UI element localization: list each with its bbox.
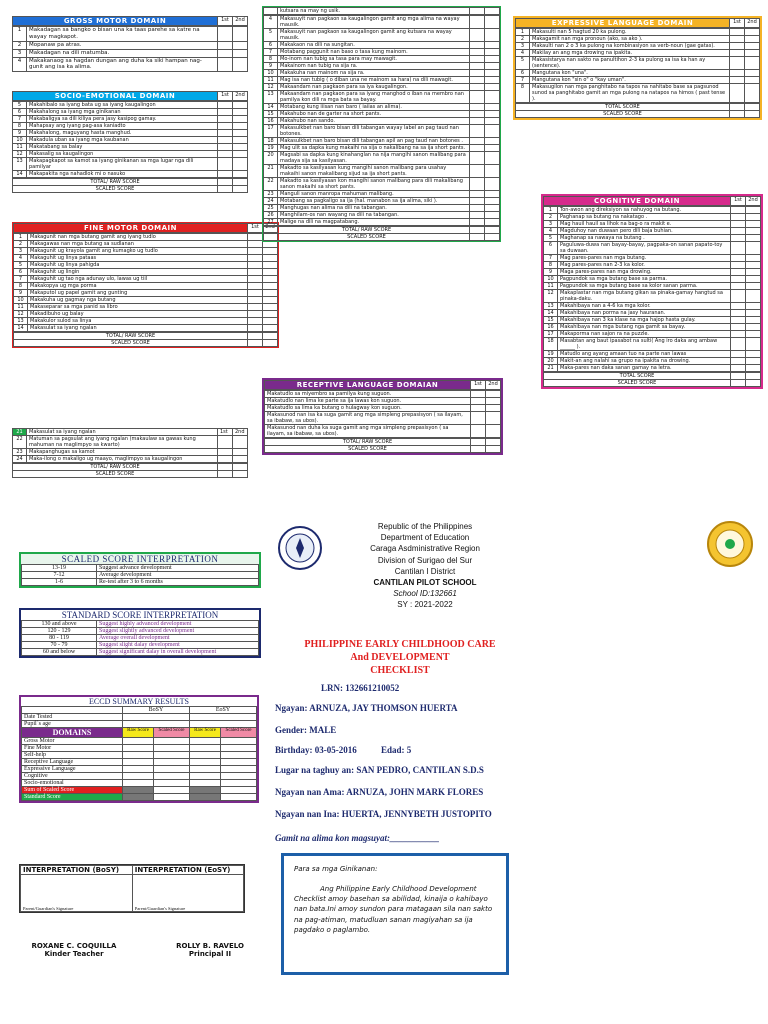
table-row: 7 Makabaligya sa dili kiliya pera jasy kasipog gamay. [13,116,248,123]
table-row: Makatudlo sa miyembro sa pamilya kung suguon. [265,391,501,398]
table-row: 7 Mangutana kon "sin o" o "kay uman". [516,77,760,84]
division-seal-icon [706,520,754,568]
selfhelp-b-total-label: TOTAL/ RAW SCORE [13,464,218,471]
table-row: Socio-emotional [22,780,257,787]
table-row: 7 Makaguhit ug tao nga adunay ulo, lawas ug tiil [14,276,278,283]
pupil-name: Ngayan: ARNUZA, JAY THOMSON HUERTA [275,703,458,713]
principal-role: Principal II [188,950,232,958]
table-row: 2 Makagamit nan mga pronoun (ako, sa ako ). [516,36,760,43]
school-id: School ID:132661 [393,589,457,599]
cognitive-total-label: TOTAL SCORE [544,373,731,380]
lrn: LRN: 132661210052 [321,683,400,693]
table-row: 3 Makagunit ug krayola gamit ang kumagko ug tudlo [14,248,278,255]
table-row: 4 Makasuyit nan pagkaon sa kaugalingon gamit ang mga alima na wayay mausik. [264,16,500,29]
expressive-scaled-label: SCALED SCORE [516,111,730,118]
fine-motor-scaled-label: SCALED SCORE [14,340,248,347]
table-row: 22 Matuman sa pagsulat ang iyang ngalan (makaulaw sa gawas kung mahuman na maglimpyo sa kwarto) [13,436,248,449]
fine-motor-title: FINE MOTOR DOMAIN [14,224,248,233]
header-line: Division of Surigao del Sur [377,555,473,565]
parents-letter [281,853,509,975]
table-row: 80 - 119 Average overall development [22,635,259,642]
socio-scaled-label: SCALED SCORE [13,186,218,193]
table-row: 70 - 79 Suggest slight dalay development [22,642,259,649]
table-row: 14 Makasulat sa iyang ngalan [14,325,278,332]
table-row: 13-19 Suggest advance development [22,565,259,572]
scaled-score-interpretation [19,552,261,588]
father-name: Ngayan nan Ama: ARNUZA, JOHN MARK FLORES [275,787,484,797]
table-row: 3 Makaulti nan 2 o 3 ka pulong na kombinasiyon sa verb-noun (gae gatas). [516,43,760,50]
table-row: Cognitive [22,773,257,780]
table-row: 12 Makaandam nan pagkaon para sa iya kaugalingon. [264,84,500,91]
gross-motor-title: GROSS MOTOR DOMAIN [13,17,218,26]
header-line: Caraga Asdministrative Region [370,544,480,554]
table-row: 17 Makaporma nan sajon ra na puzzle. [544,331,761,338]
table-row: 17 Makasulkbet nan baro bisan dili tabangan wayay label an pag taud nan botones. [264,125,500,138]
eccd-summary-results: ECCD SUMMARY RESULTS BoSY EoSY Date Tested Pupil`s age DOMAINS Raw Score Scaled Score Raw Score Scaled Score Gross Motor Fine Motor Self-help Receptive Language Expressive Language Cognitive Socio-emotional Sum of Scaled Score Standard Score [19,695,259,803]
table-row: Gross Motor [22,738,257,745]
table-row: 16 Makahibaya nan mga butang nga gamit sa bayay. [544,324,761,331]
table-row: 24 Motabang sa pagkaligo sa ija (hal. manabon sa ija alima, siki ). [264,198,500,205]
table-row: 19 Mag ulit sa dapka kung makaihi na sija o nakalibang na sa ija short pants. [264,145,500,152]
scaled-interp-title: SCALED SCORE INTERPRETATION [21,554,259,564]
table-row: 18 Makasulkbet nan baro bisan dili tabangan apil an pag taud nan botones . [264,138,500,145]
table-row: 25 Manghugas nan alima na dili na tabangan. [264,205,500,212]
self-help-section [262,6,501,242]
summary-title: ECCD SUMMARY RESULTS [89,697,189,706]
table-row: 1 Ton-awon ang direksiyon sa nahuyog na butang. [544,207,761,214]
table-row: 21 Makadto sa kasilyasan kung mangihi sanon malibang para usahay makaihi sanon makalibang sijud sa ija short pants. [264,165,500,178]
table-row: Makasunod nan isa ka suga gamit ang mga simpleng prepasisyon ( sa ilayam, sa ibabaw, sa ubos). [265,412,501,425]
table-row: 1-6 Re-test after 3 to 6 months [22,579,259,586]
socio-total-label: TOTAL/ RAW SCORE [13,179,218,186]
expressive-language-section: EXPRESSIVE LANGUAGE DOMAIN 1st 2nd 1 Makasulti nan 5 hagtud 20 ka pulong. 2 Makagamit nan mga pronoun (ako, sa ako ). 3 Makaulti nan 2 o 3 ka pulong na kombinasiyon sa verb-noun (gae gatas). 4 Makilay an ang mga drowing na ipakita. 5 Makasistarya nan sakto na panultihon 2-3 ka pulong sa isa ka han ay (sentence). 6 Mangutana kon "una". 7 Mangutana kon "sin o" o "kay uman". 8 Makasugilon nan mga panghitabo na tapos na nahitabo base sa pagsunod sunod sa panghitabo gamit an mga pulong na natapos na himos ( past tense ). TOTAL SCORE SCALED SCORE [513,16,762,120]
school-header [300,521,550,611]
domains-header: DOMAINS [22,728,123,738]
table-row: 15 Makahubo nan de garter na short pants. [264,111,500,118]
table-row: 22 Makadto sa kasilyasan kon mangihi sanon malibang para dili makalibang sanon makaihi sa short pants. [264,178,500,191]
table-row: 24 Maka-ilong o makaligo ug maayo, maglimpyo sa kaugalingon [13,456,248,463]
table-row: 20 Makit-an ang nalahi sa grupo na ipakita na drowing. [544,358,761,365]
receptive-title: RECEPTIVE LANGUAGE DOMAIAN [265,381,471,390]
interp-eosy: INTERPRETATION (EoSY) [132,866,243,875]
expressive-title: EXPRESSIVE LANGUAGE DOMAIN [516,19,730,28]
principal-name: ROLLY B. RAVELO [176,942,244,950]
table-row: 10 Makakuha nan mainom na sija ra. [264,70,500,77]
interpretation-box [19,864,245,913]
sig-bosy: Parent/Guardian's Signature [21,875,133,912]
table-row: 20 Magsabi sa dapka kung kinahanglan na nija mangihi sanon malibang para madaya sija sa kasilyasan. [264,152,500,165]
table-row: 130 and above Suggest highly advanced development [22,621,259,628]
principal-signatory [160,942,260,958]
table-row: 8 Makasugilon nan mga panghitabo na tapos na nahitabo base sa pagsunod sunod sa panghitabo gamit an mga pulong na natapos na himos ( past tense ). [516,84,760,103]
table-row: 8 Mo-inom nan tubig sa tasa para may mawagit. [264,56,500,63]
table-row: 14 Makapakita nga nahadlok mi o nasuko [13,171,248,178]
table-row: 14 Makahibaya nan porma na jasy hauranan. [544,310,761,317]
table-row: 4 Makakanaog sa hagdan dungan ang duha ka siki hampan nag-gunit ang isa ka alima. [13,57,248,72]
table-row: 23 Makapanghugas sa kamot [13,449,248,456]
table-row: 11 Makaseparar sa mga panid sa libro [14,304,278,311]
table-row: 3 Mag hauil hauil sa lihok na bag-o ra makit e. [544,221,761,228]
table-row: 5 Makasuyit nan pagkaon sa kaugalingon gamit ang kutsara na wayay mausik. [264,29,500,42]
handedness: Gamit na alima kon magsuyat:___________ [275,833,440,843]
table-row: 4 Makaguhit ug linya pataas [14,255,278,262]
table-row: 6 Paguluwa-duwa nan bayay-bayay, pagpaka-on sanan papato-toy sa duwaan. [544,242,761,255]
table-row: 10 Makakuha ug gagmay nga butang [14,297,278,304]
header-line: Department of Education [380,533,470,543]
table-row: Expressive Language [22,766,257,773]
table-row: 5 Maghanap sa nawaya na butang . [544,235,761,242]
self-help-table [263,15,500,226]
self-help-scaled-label: SCALED SCORE [264,234,470,241]
table-row: 26 Manghilam-os nan wayang na dili na tabangan. [264,212,500,219]
table-row: 1 Makadagan sa bangko o bisan una ka taas parehe sa katre na wayay magkapot. [13,27,248,42]
letter-salutation: Para sa mga Ginikanan: [294,865,378,873]
table-row: 5 Makasistarya nan sakto na panultihon 2-3 ka pulong sa isa ka han ay (sentence). [516,57,760,70]
table-row: 1 Makasulti nan 5 hagtud 20 ka pulong. [516,29,760,36]
teacher-name: ROXANE C. COQUILLA [31,942,117,950]
letter-body: Ang Philippine Early Childhood Development Checklist amoy basehan sa abilidad, kinaija o kahibayo nan bata.Ini amoy sundon para matagaan sila nan sakto na pag-atiman, matudluan sanan magiyahan sa ija pagdako o paglambo. [294,885,493,934]
table-row: 7 Motabang paggunit nan baso o tasa kung mainom. [264,49,500,56]
cognitive-scaled-label: SCALED SCORE [544,380,731,387]
table-row: 4 Magduhoy nan duwaan pero dili baja buhian. [544,228,761,235]
table-row: 9 Makainom nan tubig na sija ra. [264,63,500,70]
table-row: 7 Mag pares-pares nan mga butang. [544,255,761,262]
table-row: Makatudlo sa lima ka butang o hulagway kon suguon. [265,405,501,412]
table-row: 2 Makagawas nan mga butang sa sudlanan [14,241,278,248]
table-row: 21 Makasulat sa iyang ngalan 1st 2nd [13,429,248,436]
header-line: Cantilan I District [394,566,456,576]
table-row: 5 Makahibalo sa iyang bata ug sa iyang kaugalingon [13,102,248,109]
cognitive-section: COGNITIVE DOMAIN 1st 2nd 1 Ton-awon ang direksiyon sa nahuyog na butang. 2 Paghanap sa butang na nakatago . 3 Mag hauil hauil sa lihok na bag-o ra makit e. 4 Magduhoy nan duwaan pero dili baja buhian. 5 Maghanap sa nawaya na butang . 6 Paguluwa-duwa nan bayay-bayay, pagpaka-on sanan papato-toy sa duwaan. 7 Mag pares-pares nan mga butang. 8 Mag pares-pares nan 2-3 ka kolor. 9 Maga pares-pares nan mga drowing. 10 Pagpundok sa mga butang base sa parma. 11 Pagpundok sa mga butang base sa kolor sanan parma. 12 Makaplastar nan mga butang gikan sa pinaka-gamay hangtud sa pinaka-daku. 13 Makahibaya nan a 4-6 ka mga kolor. 14 Makahibaya nan porma na jasy hauranan. 15 Makahibaya nan 3 ka klase na mga hajop hasta gulay. 16 Makahibaya nan mga butang nga gamit sa bayay. 17 Makaporma nan sajon ra na puzzle. 18 Masabtan ang baut ipasabot na sulti( Ang iro daka ang ambaw ______ ). 19 Matudlo ang ayang amaan tuo na parte nan lawas 20 Makit-an ang nalahi sa grupo na ipakita na drowing. 21 Maka-pares nan daka sanan gamay na letra. TOTAL SCORE SCALED SCORE [541,194,763,389]
receptive-language-section: RECEPTIVE LANGUAGE DOMAIAN 1st 2nd Makatudlo sa miyembro sa pamilya kung suguon. Makatudlo nan lima ke parte sa ija lawas kon suguon. Makatudlo sa lima ka butang o hulagway kon suguon. Makasunod nan isa ka suga gamit ang mga simpleng prepasisyon ( sa ilayam, sa ibabaw, sa ubos). Makasunod nan duha ka suga gamit ang mga simpleng prepasisyon ( sa ilayam, sa ibabaw, sa ubos). TOTAL/ RAW SCORE SCALED SCORE [262,378,503,455]
table-row: 11 Makatabang sa balay [13,144,248,151]
col-2nd: 2nd [233,17,248,26]
table-row: 9 Makaputol ug papel gamit ang gunting [14,290,278,297]
table-row: Receptive Language [22,759,257,766]
table-row: 6 Mangutana kon "una". [516,70,760,77]
teacher-signatory [24,942,124,958]
school-year: SY : 2021-2022 [397,600,453,610]
table-row: 8 Mag pares-pares nan 2-3 ka kolor. [544,262,761,269]
table-row: 1 Makagunit nan mga butang gamit ang iyang tudlo [14,234,278,241]
table-row: 13 Makapagkapot sa kamot sa iyang ginikanan sa mga lugar nga dili pamilyar [13,158,248,171]
table-row: 11 Mag isa nan tubig ( o diban una ne mainom sa hara) na dili mawagit. [264,77,500,84]
fine-motor-section: FINE MOTOR DOMAIN 1st 2nd 1 Makagunit nan mga butang gamit ang iyang tudlo 2 Makagawas nan mga butang sa sudlanan 3 Makagunit ug krayola gamit ang kumagko ug tudlo 4 Makaguhit ug linya pataas 5 Makaguhit ug linya pahigda 6 Makaguhit ug lingin 7 Makaguhit ug tao nga adunay ulo, lawas ug tiil 8 Makakopya ug mga porma 9 Makaputol ug papel gamit ang gunting 10 Makakuha ug gagmay nga butang 11 Makaseparar sa mga panid sa libro 12 Makadibuho ug balay 13 Makakulor sulod sa linya 14 Makasulat sa iyang ngalan TOTAL/ RAW SCORE SCALED SCORE [12,222,279,348]
sig-eosy: Parent/Guardian's Signature [132,875,243,912]
table-row: 27 Malige na dili na magpatabang. [264,219,500,226]
table-row: 12 Makadibuho ug balay [14,311,278,318]
table-row: 5 Makaguhit ug linya pahigda [14,262,278,269]
table-row: 10 Makadula uban sa iyang mga kaubanan [13,137,248,144]
table-row: Fine Motor [22,745,257,752]
self-help-total-label: TOTAL/ RAW SCORE [264,227,470,234]
interp-bosy: INTERPRETATION (BoSY) [21,866,133,875]
birthday: Birthday: 03-05-2016 [275,745,357,755]
standard-interp-title: STANDARD SCORE INTERPRETATION [61,610,219,620]
table-row: 13 Makaandam nan pagkaon para sa iyang manghod o iban na membro nan pamilya kon dili ra mga bata sa bayay. [264,91,500,104]
fine-motor-total-label: TOTAL/ RAW SCORE [14,333,248,340]
teacher-role: Kinder Teacher [44,950,104,958]
table-row: 10 Pagpundok sa mga butang base sa parma. [544,276,761,283]
cognitive-title: COGNITIVE DOMAIN [544,197,731,206]
birthplace: Lugar na taghuy an: SAN PEDRO, CANTILAN S.D.S [275,765,484,775]
table-row: 18 Masabtan ang baut ipasabot na sulti( Ang iro daka ang ambaw ______ ). [544,338,761,351]
table-row: 7-12 Average development [22,572,259,579]
socio-title: SOCIO-EMOTIONAL DOMAIN [13,92,218,101]
table-row: 16 Makahubo nan sando. [264,118,500,125]
table-row: 8 Mahapsay ang iyang pag-asa kaniadto [13,123,248,130]
checklist-title: PHILIPPINE EARLY CHILDHOOD CARE And DEVELOPMENT CHECKLIST [304,639,496,676]
socio-emotional-section: SOCIO-EMOTIONAL DOMAIN 1st 2nd 5 Makahibalo sa iyang bata ug sa iyang kaugalingon 6 Makahalong sa iyang mga ginikanan 7 Makabaligya sa dili kiliya pera jasy kasipog gamay. 8 Mahapsay ang iyang pag-asa kaniadto 9 Makahalong, maguyang hasta manghud. 10 Makadula uban sa iyang mga kaubanan 11 Makatabang sa balay 12 Makasalig sa kaugalingon 13 Makapagkapot sa kamot sa iyang ginikanan sa mga lugar nga dili pamilyar 14 Makapakita nga nahadlok mi o nasuko TOTAL/ RAW SCORE SCALED SCORE [12,91,248,193]
table-row: Makasunod nan duha ka suga gamit ang mga simpleng prepasisyon ( sa ilayam, sa ibabaw, sa ubos). [265,425,501,438]
col-1st: 1st [218,17,233,26]
receptive-scaled-label: SCALED SCORE [265,446,471,453]
table-row: 120 - 129 Suggest slightly advanced development [22,628,259,635]
gender: Gender: MALE [275,725,337,735]
table-row: 8 Makakopya ug mga porma [14,283,278,290]
table-row: 12 Makasalig sa kaugalingon [13,151,248,158]
table-row: 13 Makakulor sulod sa linya [14,318,278,325]
table-row: 11 Pagpundok sa mga butang base sa kolor sanan parma. [544,283,761,290]
table-row: 14 Motabang kung iiisan nan baro ( iaiias an alima). [264,104,500,111]
edad: Edad: 5 [381,745,412,755]
school-name: CANTILAN PILOT SCHOOL [373,577,477,587]
table-row: Makatudlo nan lima ke parte sa ija lawas kon suguon. [265,398,501,405]
table-row: 2 Paghanap sa butang na nakatago . [544,214,761,221]
table-row: 13 Makahibaya nan a 4-6 ka mga kolor. [544,303,761,310]
table-row: 12 Makaplastar nan mga butang gikan sa pinaka-gamay hangtud sa pinaka-daku. [544,290,761,303]
table-row: 4 Makilay an ang mga drowing na ipakita. [516,50,760,57]
receptive-total-label: TOTAL/ RAW SCORE [265,439,471,446]
table-row: 6 Makahalong sa iyang mga ginikanan [13,109,248,116]
header-line: Republic of the Philippines [377,522,473,531]
cognitive-table [543,206,761,372]
mother-name: Ngayan nan Ina: HUERTA, JENNYBETH JUSTOPITO [275,809,492,819]
self-help-cont-label: kutsara na may ng usik. [278,8,470,15]
table-row: 9 Maga pares-pares nan mga drowing. [544,269,761,276]
table-row: 19 Matudlo ang ayang amaan tuo na parte nan lawas [544,351,761,358]
self-help-continuation [12,428,248,478]
table-row: Self-help [22,752,257,759]
table-row: 21 Maka-pares nan daka sanan gamay na letra. [544,365,761,372]
table-row: 60 and below Suggest significant dalay in overall development [22,649,259,656]
table-row: 9 Makahalong, maguyang hasta manghud. [13,130,248,137]
selfhelp-b-scaled-label: SCALED SCORE [13,471,218,478]
table-row: 2 Mopanaw pa atras. [13,41,248,49]
table-row: 15 Makahibaya nan 3 ka klase na mga hajop hasta gulay. [544,317,761,324]
table-row: 6 Makaguhit ug lingin [14,269,278,276]
table-row: 23 Manguli sanon manropa mahuman malibang. [264,191,500,198]
standard-score-interpretation [19,608,261,658]
gross-motor-section [12,16,248,72]
table-row: 6 Makakaon na dili na sungitan. [264,42,500,49]
table-row: 3 Makadagan na dili matumba. [13,49,248,57]
expressive-total-label: TOTAL SCORE [516,104,730,111]
